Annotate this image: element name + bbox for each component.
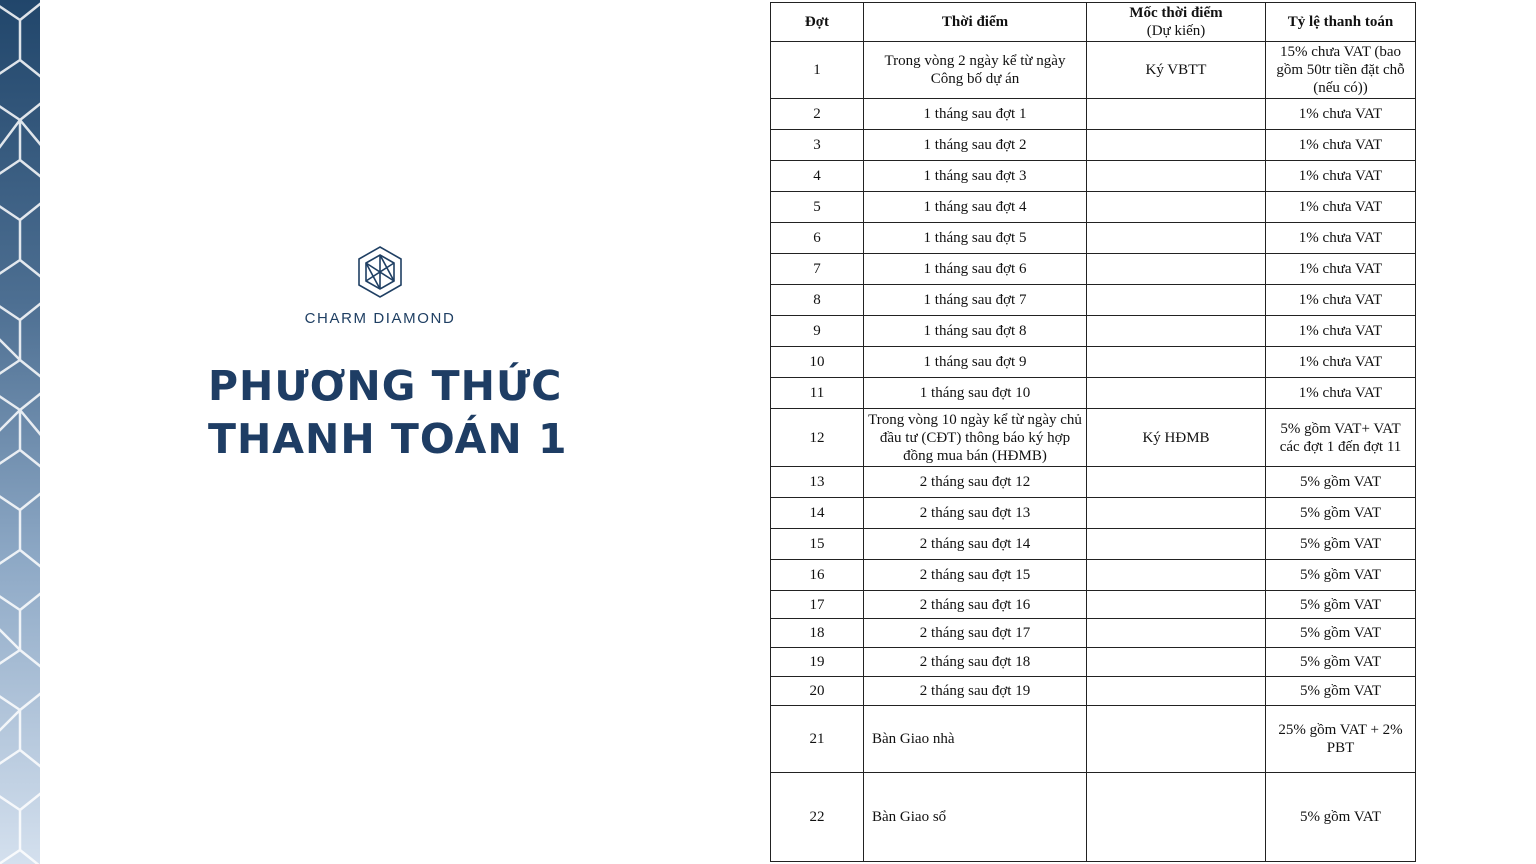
cell-moc-thoi-diem: [1087, 99, 1266, 130]
cell-ty-le: 1% chưa VAT: [1266, 130, 1416, 161]
cell-moc-thoi-diem: [1087, 677, 1266, 706]
header-moc-sub: (Dự kiến): [1146, 23, 1206, 39]
table-row: [771, 285, 1416, 316]
cell-ty-le: 5% gồm VAT: [1266, 677, 1416, 706]
cell-ty-le: 5% gồm VAT: [1266, 648, 1416, 677]
cell-dot: 4: [771, 161, 864, 192]
cell-thoi-diem: 2 tháng sau đợt 19: [864, 677, 1087, 706]
table-row: [771, 223, 1416, 254]
cell-dot: 8: [771, 285, 864, 316]
page-title: [208, 360, 628, 466]
cell-ty-le: 5% gồm VAT: [1266, 467, 1416, 498]
cell-moc-thoi-diem: [1087, 254, 1266, 285]
cell-moc-thoi-diem: [1087, 591, 1266, 619]
cell-thoi-diem: 2 tháng sau đợt 15: [864, 560, 1087, 591]
cell-dot: 9: [771, 316, 864, 347]
cell-thoi-diem: Bàn Giao nhà: [864, 706, 1087, 773]
cell-ty-le: 5% gồm VAT: [1266, 529, 1416, 560]
cell-thoi-diem: 1 tháng sau đợt 3: [864, 161, 1087, 192]
cell-ty-le: 1% chưa VAT: [1266, 254, 1416, 285]
cell-dot: 20: [771, 677, 864, 706]
cell-dot: 14: [771, 498, 864, 529]
cell-moc-thoi-diem: [1087, 560, 1266, 591]
cell-ty-le: 5% gồm VAT: [1266, 619, 1416, 648]
cell-moc-thoi-diem: [1087, 706, 1266, 773]
brand-logo: [280, 245, 480, 327]
cell-thoi-diem: 2 tháng sau đợt 14: [864, 529, 1087, 560]
cell-moc-thoi-diem: [1087, 316, 1266, 347]
cell-moc-thoi-diem: [1087, 467, 1266, 498]
cell-dot: 15: [771, 529, 864, 560]
cell-thoi-diem: 1 tháng sau đợt 2: [864, 130, 1087, 161]
cell-thoi-diem: 1 tháng sau đợt 8: [864, 316, 1087, 347]
cell-ty-le: 1% chưa VAT: [1266, 347, 1416, 378]
cell-moc-thoi-diem: [1087, 498, 1266, 529]
cell-thoi-diem: 1 tháng sau đợt 6: [864, 254, 1087, 285]
cell-ty-le: 1% chưa VAT: [1266, 378, 1416, 409]
cell-thoi-diem: 1 tháng sau đợt 1: [864, 99, 1087, 130]
cell-moc-thoi-diem: [1087, 648, 1266, 677]
cell-thoi-diem: 2 tháng sau đợt 17: [864, 619, 1087, 648]
table-row: [771, 467, 1416, 498]
cell-ty-le: 5% gồm VAT: [1266, 498, 1416, 529]
cell-dot: 3: [771, 130, 864, 161]
hexagon-pattern-icon: [0, 0, 40, 864]
cell-dot: 5: [771, 192, 864, 223]
cell-dot: 17: [771, 591, 864, 619]
cell-ty-le: 25% gồm VAT + 2% PBT: [1266, 706, 1416, 773]
table-header-row: [771, 3, 1416, 42]
cell-moc-thoi-diem: [1087, 285, 1266, 316]
cell-moc-thoi-diem: Ký HĐMB: [1087, 409, 1266, 467]
cell-dot: 6: [771, 223, 864, 254]
cell-dot: 7: [771, 254, 864, 285]
table-row: [771, 648, 1416, 677]
table-row: [771, 706, 1416, 773]
hexagon-diamond-icon: [355, 245, 405, 299]
cell-dot: 11: [771, 378, 864, 409]
table-row: [771, 560, 1416, 591]
brand-name: CHARM DIAMOND: [304, 310, 456, 327]
table-row: [771, 677, 1416, 706]
cell-dot: 12: [771, 409, 864, 467]
table-row: [771, 130, 1416, 161]
cell-ty-le: 1% chưa VAT: [1266, 223, 1416, 254]
cell-ty-le: 1% chưa VAT: [1266, 99, 1416, 130]
header-thoi-diem: Thời điểm: [864, 3, 1087, 42]
cell-thoi-diem: 2 tháng sau đợt 12: [864, 467, 1087, 498]
cell-moc-thoi-diem: [1087, 619, 1266, 648]
cell-thoi-diem: 2 tháng sau đợt 13: [864, 498, 1087, 529]
cell-dot: 1: [771, 42, 864, 99]
table-row: [771, 773, 1416, 862]
cell-dot: 16: [771, 560, 864, 591]
table-row: [771, 99, 1416, 130]
cell-ty-le: 1% chưa VAT: [1266, 192, 1416, 223]
cell-moc-thoi-diem: [1087, 192, 1266, 223]
table-row: [771, 619, 1416, 648]
cell-moc-thoi-diem: [1087, 347, 1266, 378]
header-dot: Đợt: [771, 3, 864, 42]
cell-moc-thoi-diem: [1087, 161, 1266, 192]
table-row: [771, 42, 1416, 99]
header-moc-title: Mốc thời điểm: [1129, 5, 1223, 21]
cell-ty-le: 15% chưa VAT (bao gồm 50tr tiền đặt chỗ (nếu có)): [1266, 42, 1416, 99]
cell-thoi-diem: Trong vòng 10 ngày kể từ ngày chủ đầu tư (CĐT) thông báo ký hợp đồng mua bán (HĐMB): [864, 409, 1087, 467]
cell-dot: 21: [771, 706, 864, 773]
cell-moc-thoi-diem: [1087, 773, 1266, 862]
cell-ty-le: 5% gồm VAT+ VAT các đợt 1 đến đợt 11: [1266, 409, 1416, 467]
cell-thoi-diem: 1 tháng sau đợt 9: [864, 347, 1087, 378]
table-row: [771, 161, 1416, 192]
cell-thoi-diem: Bàn Giao sổ: [864, 773, 1087, 862]
cell-ty-le: 5% gồm VAT: [1266, 773, 1416, 862]
cell-dot: 2: [771, 99, 864, 130]
table-row: [771, 316, 1416, 347]
cell-thoi-diem: 2 tháng sau đợt 18: [864, 648, 1087, 677]
cell-moc-thoi-diem: [1087, 378, 1266, 409]
cell-moc-thoi-diem: [1087, 223, 1266, 254]
decorative-hexagon-stripe: [0, 0, 40, 864]
cell-ty-le: 5% gồm VAT: [1266, 591, 1416, 619]
cell-thoi-diem: 1 tháng sau đợt 4: [864, 192, 1087, 223]
cell-ty-le: 5% gồm VAT: [1266, 560, 1416, 591]
cell-moc-thoi-diem: [1087, 529, 1266, 560]
table-row: [771, 254, 1416, 285]
cell-thoi-diem: 2 tháng sau đợt 16: [864, 591, 1087, 619]
table-row: [771, 347, 1416, 378]
cell-thoi-diem: 1 tháng sau đợt 10: [864, 378, 1087, 409]
table-row: [771, 192, 1416, 223]
cell-thoi-diem: 1 tháng sau đợt 5: [864, 223, 1087, 254]
cell-ty-le: 1% chưa VAT: [1266, 316, 1416, 347]
cell-moc-thoi-diem: [1087, 130, 1266, 161]
table-row: [771, 498, 1416, 529]
cell-dot: 13: [771, 467, 864, 498]
payment-schedule-table: [770, 2, 1416, 862]
cell-moc-thoi-diem: Ký VBTT: [1087, 42, 1266, 99]
table-row: [771, 529, 1416, 560]
cell-dot: 22: [771, 773, 864, 862]
cell-thoi-diem: 1 tháng sau đợt 7: [864, 285, 1087, 316]
title-line-1: PHƯƠNG THỨC: [208, 362, 563, 410]
cell-dot: 19: [771, 648, 864, 677]
table-row: [771, 409, 1416, 467]
header-ty-le: Tỷ lệ thanh toán: [1266, 3, 1416, 42]
cell-ty-le: 1% chưa VAT: [1266, 285, 1416, 316]
title-line-2: THANH TOÁN 1: [208, 415, 568, 463]
cell-dot: 18: [771, 619, 864, 648]
cell-dot: 10: [771, 347, 864, 378]
table-row: [771, 378, 1416, 409]
cell-thoi-diem: Trong vòng 2 ngày kể từ ngày Công bố dự án: [864, 42, 1087, 99]
header-moc-thoi-diem: [1087, 3, 1266, 42]
cell-ty-le: 1% chưa VAT: [1266, 161, 1416, 192]
table-row: [771, 591, 1416, 619]
